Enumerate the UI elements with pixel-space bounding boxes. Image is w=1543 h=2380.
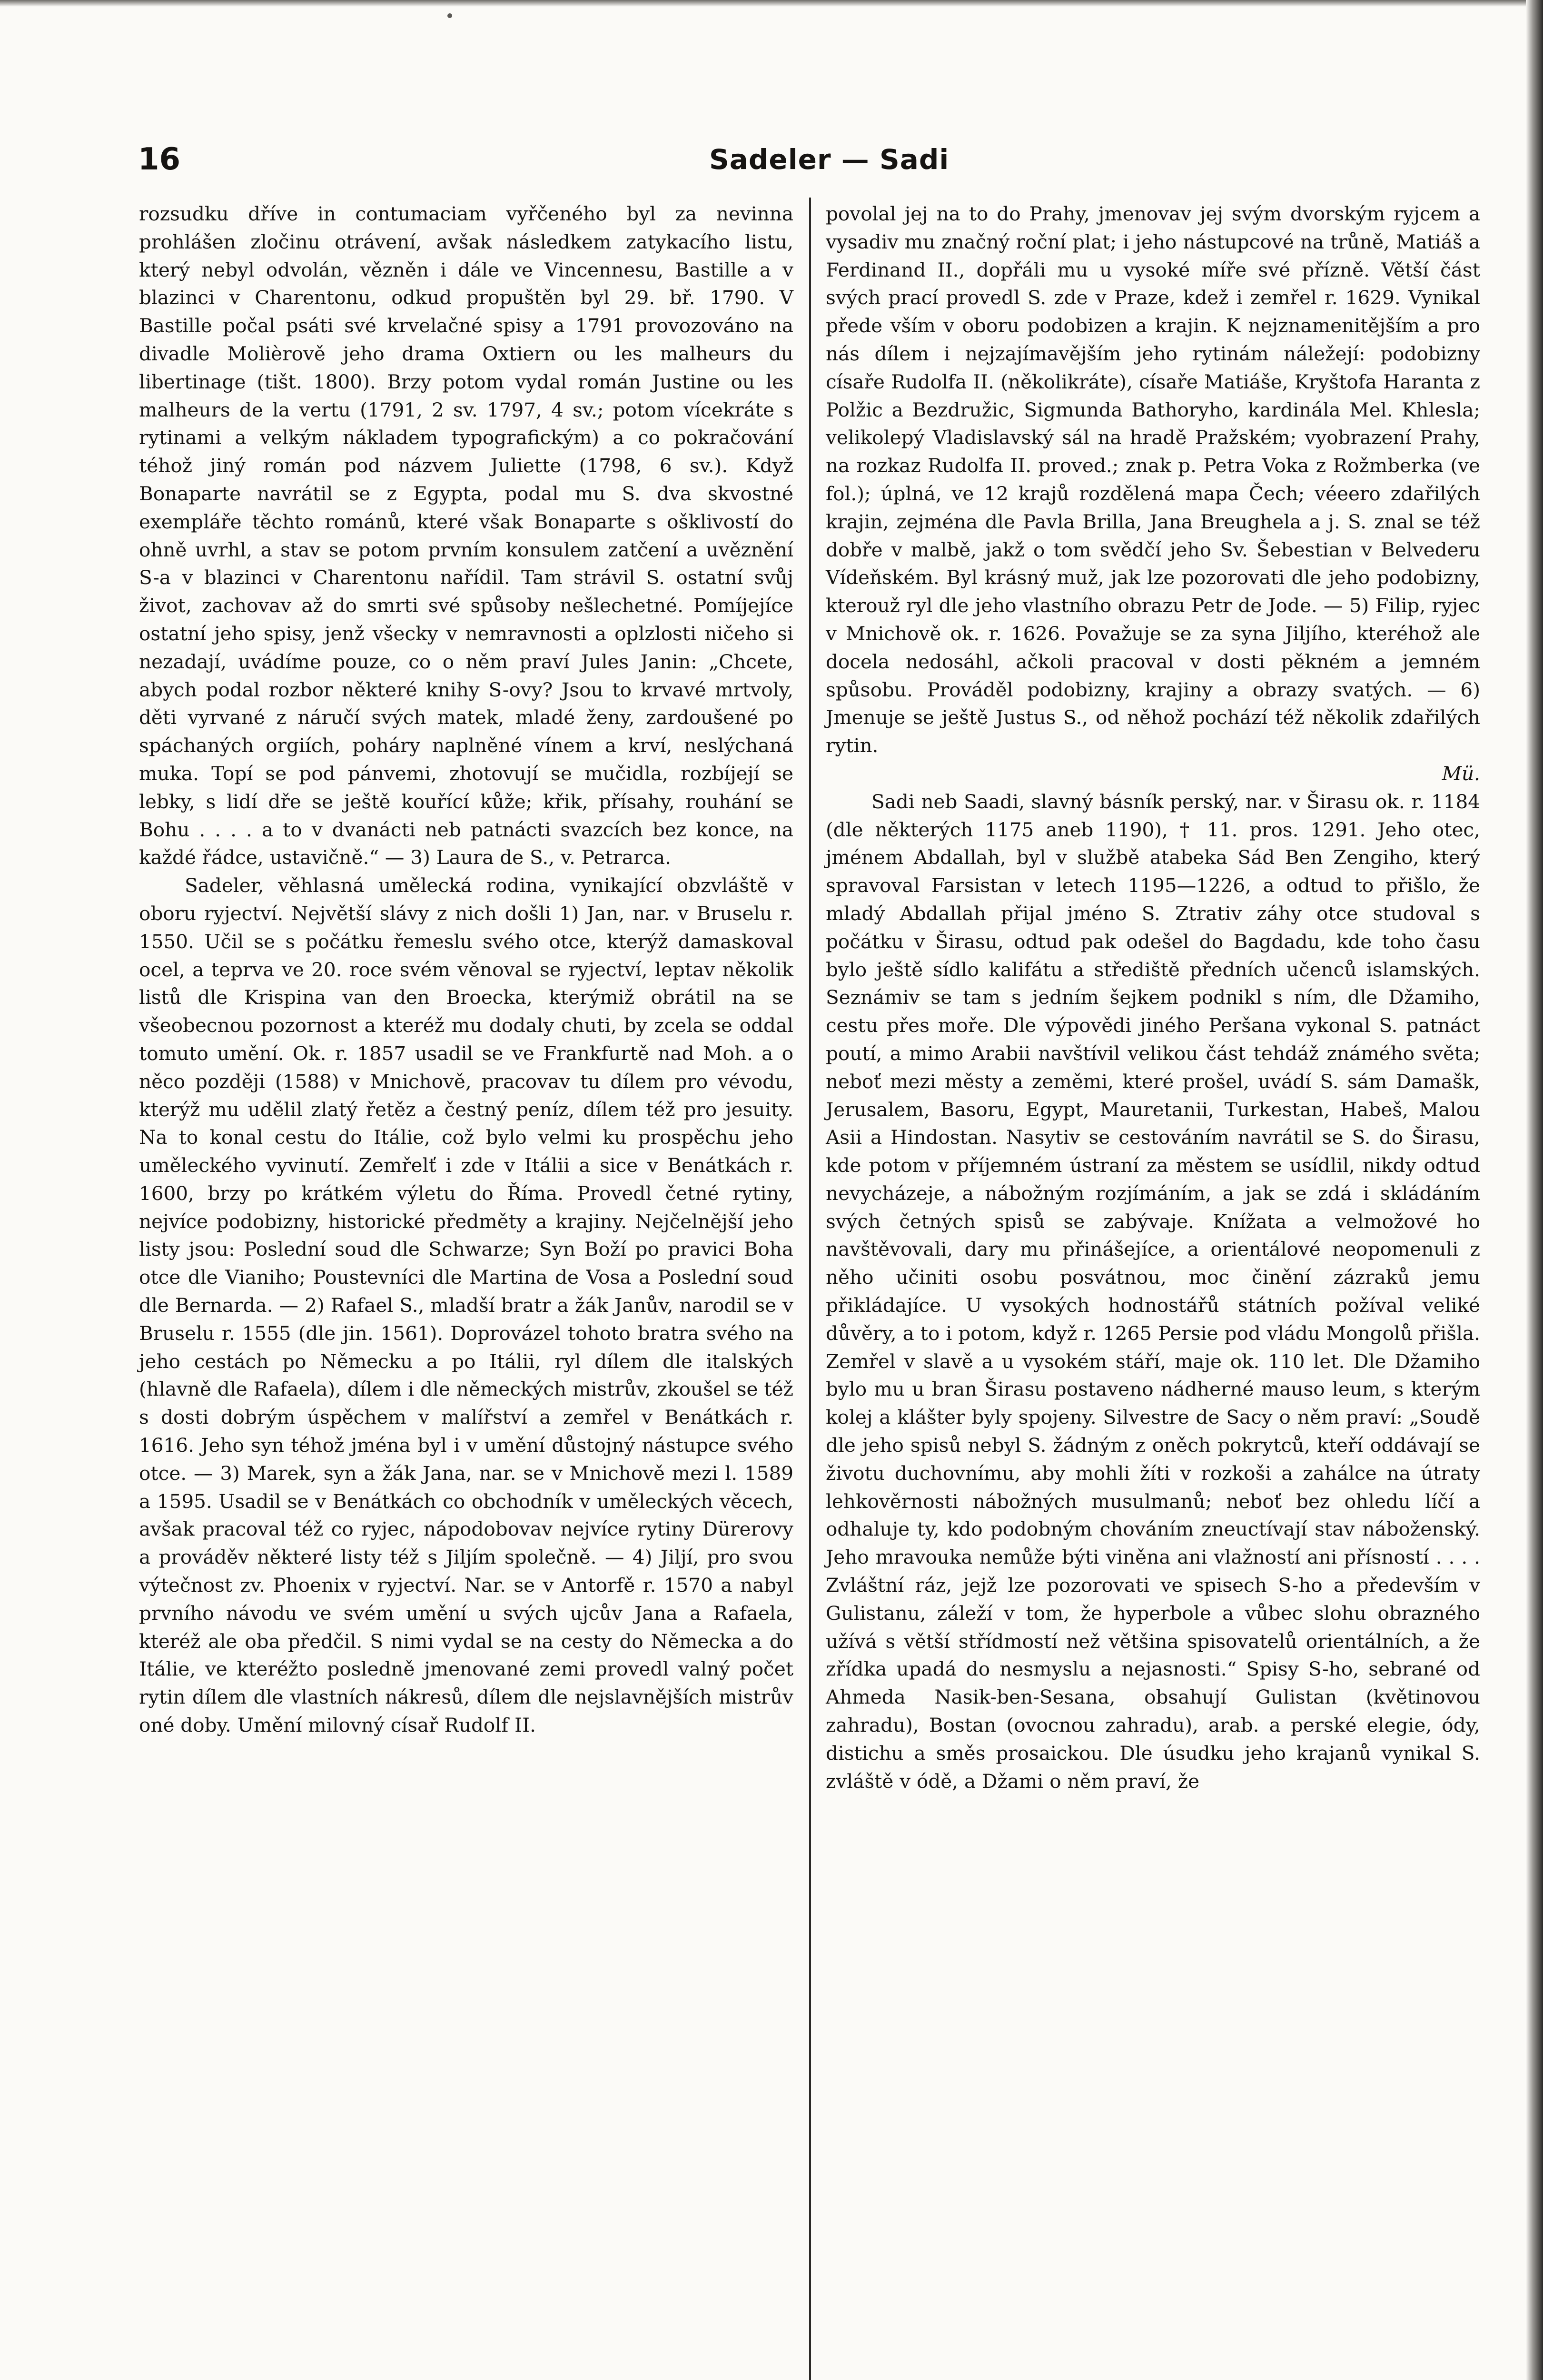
scan-top-edge — [0, 0, 1543, 7]
paragraph-sadeler-continued: povolal jej na to do Prahy, jmenovav jej svým dvorským ryjcem a vysadiv mu značný roční plat; i jeho nástupcové na trůně, Matiáš a Ferdinand II., dopřáli mu u vysoké míře své přízně. Větší část svých prací provedl S. zde v Praze, kdež i zemřel r. 1629. Vynikal přede vším v oboru podobizen a krajin. K nejznamenitějším a pro nás dílem i nejzajímavějším jeho rytinám náležejí: podobizny císaře Rudolfa II. (několikráte), císaře Matiáše, Kryštofa Haranta z Polžic a Bezdružic, Sigmunda Bathoryho, kardinála Mel. Khlesla; velikolepý Vladislavský sál na hradě Pražském; vyobrazení Prahy, na rozkaz Rudolfa II. proved.; znak p. Petra Voka z Rožmberka (ve fol.); úplná, ve 12 krajů rozdělená mapa Čech; véeero zdařilých krajin, zejména dle Pavla Brilla, Jana Breughela a j. S. znal se též dobře v malbě, jakž o tom svědčí jeho Sv. Šebestian v Belvederu Vídeňském. Byl krásný muž, jak lze pozorovati dle jeho podobizny, kterouž ryl dle jeho vlastního obrazu Petr de Jode. — 5) Filip, ryjec v Mnichově ok. r. 1626. Považuje se za syna Jiljího, kteréhož ale docela nedosáhl, ačkoli pracoval v dosti pěkném a jemném spůsobu. Prováděl podobizny, krajiny a obrazy svatých. — 6) Jmenuje se ještě Justus S., od něhož pochází též několik zdařilých rytin. — [826, 202, 1480, 757]
author-signature: Mü. — [1442, 762, 1480, 785]
running-head: Sadeler — Sadi — [709, 143, 950, 176]
paragraph-sade-continued: rozsudku dříve in contumaciam vyřčeného byl za nevinna prohlášen zločinu otrávení, avšak následkem zatykacího listu, který nebyl odvolán, vězněn i dále ve Vincennesu, Bastille a v blazinci v Charentonu, odkud propuštěn byl 29. bř. 1790. V Bastille počal psáti své krvelačné spisy a 1791 provozováno na divadle Molièrově jeho drama Oxtiern ou les malheurs du libertinage (tišt. 1800). Brzy potom vydal román Justine ou les malheurs de la vertu (1791, 2 sv. 1797, 4 sv.; potom vícekráte s rytinami a velkým nákladem typografickým) a co pokračování téhož jiný román pod názvem Juliette (1798, 6 sv.). Když Bonaparte navrátil se z Egypta, podal mu S. dva skvostné exempláře těchto románů, které však Bonaparte s ošklivostí do ohně uvrhl, a stav se potom prvním konsulem zatčení a uvěznění S-a v blazinci v Charentonu nařídil. Tam strávil S. ostatní svůj život, zachovav až do smrti své spůsoby nešlechetné. Pomíjejíce ostatní jeho spisy, jenž všecky v nemravnosti a oplzlosti ničeho si nezadají, uvádíme pouze, co o něm praví Jules Janin: „Chcete, abych podal rozbor některé knihy S-ovy? Jsou to krvavé mrtvoly, děti vyrvané z náručí svých matek, mladé ženy, zardoušené po spáchaných orgiích, poháry naplněné vínem a krví, neslýchaná muka. Topí se pod pánvemi, zhotovují se mučidla, rozbíjejí se lebky, s lidí dře se ještě kouřící kůže; křik, přísahy, rouhání se Bohu . . . . a to v dvanácti neb patnácti svazcích bez konce, na každé řádce, ustavičně.“ — 3) Laura de S., v. Petrarca. — [139, 202, 793, 869]
entry-sadi: Sadi neb Saadi, slavný básník perský, nar. v Širasu ok. r. 1184 (dle některých 1175 aneb 1190), † 11. pros. 1291. Jeho otec, jménem Abdallah, byl v službě atabeka Sád Ben Zengiho, který spravoval Farsistan v letech 1195—1226, a odtud to přišlo, že mladý Abdallah přijal jméno S. Ztrativ záhy otce studoval s počátku v Širasu, odtud pak odešel do Bagdadu, kde toho času bylo ještě sídlo kalifátu a střediště předních učenců islamských. Seznámiv se tam s jedním šejkem podnikl s ním, dle Džamiho, cestu přes moře. Dle výpovědi jiného Peršana vykonal S. patnáct poutí, a mimo Arabii navštívil velikou část tehdáž známého světa; neboť mezi městy a zeměmi, které prošel, uvádí S. sám Damašk, Jerusalem, Basoru, Egypt, Mauretanii, Turkestan, Habeš, Malou Asii a Hindostan. Nasytiv se cestováním navrátil se S. do Širasu, kde potom v příjemném ústraní za městem se usídlil, nikdy odtud nevycházeje, a nábožným rozjímáním, a jak se zdá i skládáním svých četných spisů se zabývaje. Knížata a velmožové ho navštěvovali, dary mu přinášejíce, a orientálové neopomenuli z něho učiniti osobu posvátnou, moc činění zázraků jemu přikládajíce. U vysokých hodnostářů státních požíval veliké důvěry, a to i potom, když r. 1265 Persie pod vládu Mongolů přišla. Zemřel v slavě a u vysokém stáří, maje ok. 110 let. Dle Džamiho bylo mu u bran Širasu postaveno nádherné mauso leum, s kterým kolej a klášter byly spojeny. Silvestre de Sacy o něm praví: „Soudě dle jeho spisů nebyl S. žádným z oněch pokrytců, kteří oddávají se životu duchovnímu, aby mohli žíti v rozkoši a zahálce na útraty lehkověrnosti nábožných musulmanů; neboť bez ohledu líčí a odhaluje ty, kdo podobným chováním zneuctívají stav náboženský. Jeho mravouka nemůže býti viněna ani vlažností ani přísností . . . . Zvláštní ráz, jejž lze pozorovati ve spisech S-ho a především v Gulistanu, záleží v tom, že hyperbole a vůbec slohu obrazného užívá s větší střídmostí než většina spisovatelů orientálních, a že zřídka upadá do nesmyslu a nejasnosti.“ Spisy S-ho, sebrané od Ahmeda Nasik-ben-Sesana, obsahují Gulistan (květinovou zahradu), Bostan (ovocnou zahradu), arab. a perské elegie, ódy, distichu a směs prosaickou. Dle úsudku jeho krajanů vynikal S. zvláště v ódě, a Džami o něm praví, že — [826, 790, 1480, 1793]
column-divider — [809, 198, 811, 2380]
page-header — [138, 138, 950, 181]
left-column — [139, 200, 793, 1739]
scan-right-edge — [1526, 0, 1543, 2380]
ink-spot — [447, 13, 452, 18]
right-column — [826, 200, 1480, 1795]
page-number: 16 — [138, 142, 181, 177]
entry-sadeler: Sadeler, věhlasná umělecká rodina, vynikající obzvláště v oboru ryjectví. Největší slávy z nich došli 1) Jan, nar. v Bruselu r. 1550. Učil se s počátku řemeslu svého otce, kterýž damaskoval ocel, a teprva ve 20. roce svém věnoval se ryjectví, leptav několik listů dle Krispina van den Broecka, kterýmiž obrátil na se všeobecnou pozornost a kteréž mu dodaly chuti, by zcela se oddal tomuto umění. Ok. r. 1857 usadil se ve Frankfurtě nad Moh. a o něco později (1588) v Mnichově, pracovav tu dílem pro vévodu, kterýž mu udělil zlatý řetěz a čestný peníz, dílem též pro jesuity. Na to konal cestu do Itálie, což bylo velmi ku prospěchu jeho uměleckého vyvinutí. Zemřelť i zde v Itálii a sice v Benátkách r. 1600, brzy po krátkém výletu do Říma. Provedl četné rytiny, nejvíce podobizny, historické předměty a krajiny. Nejčelnější jeho listy jsou: Poslední soud dle Schwarze; Syn Boží po pravici Boha otce dle Vianiho; Poustevníci dle Martina de Vosa a Poslední soud dle Bernarda. — 2) Rafael S., mladší bratr a žák Janův, narodil se v Bruselu r. 1555 (dle jin. 1561). Doprovázel tohoto bratra svého na jeho cestách po Německu a po Itálii, ryl dílem dle italských (hlavně dle Rafaela), dílem i dle německých mistrův, zkoušel se též s dosti dobrým úspěchem v malířství a zemřel v Benátkách r. 1616. Jeho syn téhož jména byl i v umění důstojný nástupce svého otce. — 3) Marek, syn a žák Jana, nar. se v Mnichově mezi l. 1589 a 1595. Usadil se v Benátkách co obchodník v uměleckých věcech, avšak pracoval též co ryjec, nápodobovav nejvíce rytiny Dürerovy a prováděv některé listy též s Jiljím společně. — 4) Jiljí, pro svou výtečnost zv. Phoenix v ryjectví. Nar. se v Antorfě r. 1570 a nabyl prvního návodu ve svém umění u svých ujcův Jana a Rafaela, kteréž ale oba předčil. S nimi vydal se na cesty do Německa a do Itálie, ve kteréžto posledně jmenované zemi provedl valný počet rytin dílem dle vlastních nákresů, dílem dle nejslavnějších mistrův oné doby. Umění milovný císař Rudolf II. — [139, 874, 793, 1737]
